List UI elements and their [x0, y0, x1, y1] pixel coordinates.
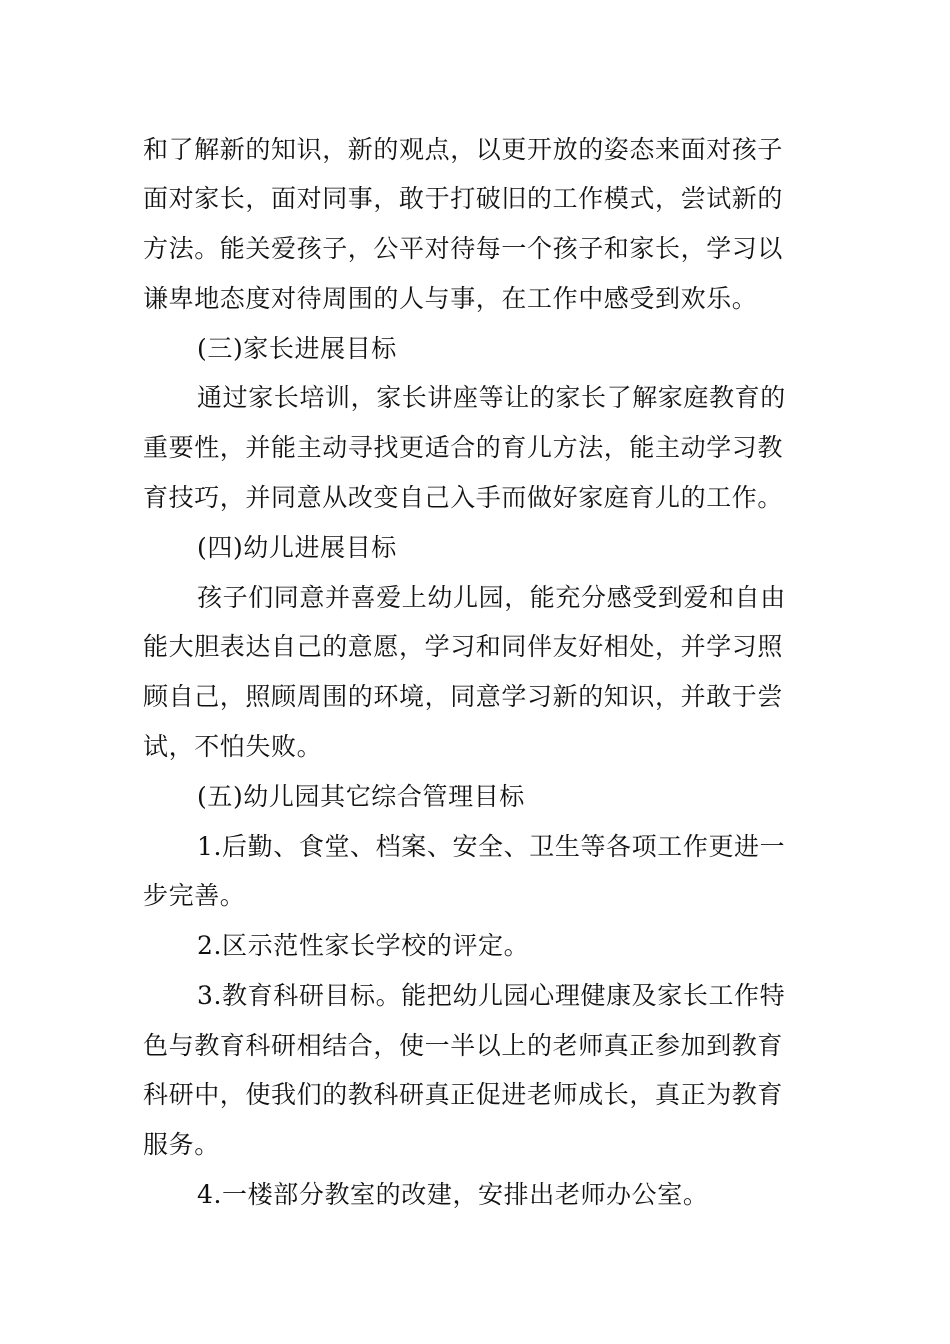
- list-item: 2.区示范性家长学校的评定。: [197, 931, 530, 960]
- text-line: 谦卑地态度对待周围的人与事，在工作中感受到欢乐。: [143, 284, 758, 313]
- text-line: 和了解新的知识，新的观点，以更开放的姿态来面对孩子: [143, 135, 784, 164]
- section-heading: (三)家长进展目标: [197, 334, 397, 363]
- text-line: 科研中，使我们的教科研真正促进老师成长，真正为教育: [143, 1080, 784, 1109]
- list-item: 4.一楼部分教室的改建，安排出老师办公室。: [197, 1180, 709, 1209]
- text-line: 步完善。: [143, 881, 246, 910]
- text-line: 顾自己，照顾周围的环境，同意学习新的知识，并敢于尝: [143, 682, 784, 711]
- section-heading: (五)幼儿园其它综合管理目标: [197, 782, 525, 811]
- text-line: 方法。能关爱孩子，公平对待每一个孩子和家长，学习以: [143, 234, 784, 263]
- text-line: 面对家长，面对同事，敢于打破旧的工作模式，尝试新的: [143, 184, 784, 213]
- text-line: 孩子们同意并喜爱上幼儿园，能充分感受到爱和自由: [197, 583, 786, 612]
- text-line: 试，不怕失败。: [143, 732, 323, 761]
- text-line: 重要性，并能主动寻找更适合的育儿方法，能主动学习教: [143, 433, 784, 462]
- text-line: 服务。: [143, 1130, 220, 1159]
- text-line: 育技巧，并同意从改变自己入手而做好家庭育儿的工作。: [143, 483, 784, 512]
- text-line: 色与教育科研相结合，使一半以上的老师真正参加到教育: [143, 1031, 784, 1060]
- text-line: 能大胆表达自己的意愿，学习和同伴友好相处，并学习照: [143, 632, 784, 661]
- text-line: 通过家长培训，家长讲座等让的家长了解家庭教育的: [197, 383, 786, 412]
- list-item: 1.后勤、食堂、档案、安全、卫生等各项工作更进一: [197, 832, 786, 861]
- list-item: 3.教育科研目标。能把幼儿园心理健康及家长工作特: [197, 981, 786, 1010]
- section-heading: (四)幼儿进展目标: [197, 533, 397, 562]
